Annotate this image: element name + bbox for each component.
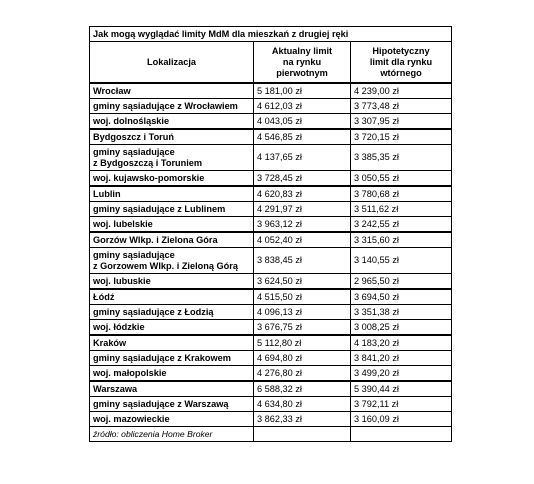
hypothetical-limit-cell: 2 965,50 zł [351,274,452,290]
table-row [90,366,452,382]
limits-table [89,26,452,442]
location-cell [90,83,254,99]
current-limit-cell: 4 612,03 zł [254,99,351,114]
location-text: Bydgoszcz i Toruń [93,131,174,142]
current-limit-cell: 3 728,45 zł [254,171,351,187]
header-current-limit [254,42,351,84]
header-location: Lokalizacja [90,42,254,84]
location-cell [90,335,254,351]
location-cell [90,186,254,202]
location-text: Gorzów Wlkp. i Zielona Góra [93,234,218,245]
current-limit-cell: 4 694,80 zł [254,351,351,366]
location-cell [90,366,254,382]
table-row [90,305,452,320]
source-row [90,427,452,442]
table-row [90,320,452,336]
hypothetical-limit-cell: 3 008,25 zł [351,320,452,336]
current-limit-cell: 3 862,33 zł [254,412,351,427]
hypothetical-limit-cell: 3 315,60 zł [351,232,452,248]
table-row [90,381,452,397]
hypothetical-limit-cell: 3 160,09 zł [351,412,452,427]
source-empty-cell [254,427,351,442]
hypothetical-limit-cell: 3 307,95 zł [351,114,452,130]
table-row [90,335,452,351]
table-row [90,171,452,187]
location-cell [90,171,254,187]
location-text: gminy sąsiadujące [93,249,175,260]
current-limit-cell: 5 181,00 zł [254,83,351,99]
location-text: woj. kujawsko-pomorskie [93,172,205,183]
table-row [90,232,452,248]
header-hypothetical-line: Hipotetyczny [372,45,430,56]
location-text: woj. lubuskie [93,275,151,286]
current-limit-cell: 3 963,12 zł [254,217,351,233]
title-row [90,27,452,42]
location-text: woj. lubelskie [93,218,153,229]
current-limit-cell: 3 624,50 zł [254,274,351,290]
hypothetical-limit-cell: 3 694,50 zł [351,289,452,305]
location-text: gminy sąsiadujące z Krakowem [93,352,231,363]
location-text: Lublin [93,188,121,199]
hypothetical-limit-cell: 3 499,20 zł [351,366,452,382]
table-row [90,397,452,412]
table-title: Jak mogą wyglądać limity MdM dla mieszkań z drugiej ręki [90,27,452,42]
header-hypothetical-line: limit dla rynku [369,56,433,67]
table-row [90,289,452,305]
location-text: Wrocław [93,85,131,96]
location-cell [90,381,254,397]
header-current-line: Aktualny limit [271,45,333,56]
source-note: źródło: obliczenia Home Broker [90,427,254,442]
location-cell [90,351,254,366]
location-text: woj. mazowieckie [93,413,170,424]
location-cell [90,274,254,290]
location-cell [90,145,254,171]
location-text: gminy sąsiadujące z Wrocławiem [93,100,238,111]
hypothetical-limit-cell: 3 351,38 zł [351,305,452,320]
hypothetical-limit-cell: 3 841,20 zł [351,351,452,366]
current-limit-cell: 4 276,80 zł [254,366,351,382]
current-limit-cell: 3 676,75 zł [254,320,351,336]
hypothetical-limit-cell: 3 773,48 zł [351,99,452,114]
hypothetical-limit-cell: 3 242,55 zł [351,217,452,233]
current-limit-cell: 6 588,32 zł [254,381,351,397]
location-cell [90,202,254,217]
location-text: Kraków [93,337,127,348]
table-row [90,202,452,217]
hypothetical-limit-cell: 4 239,00 zł [351,83,452,99]
current-limit-cell: 4 634,80 zł [254,397,351,412]
current-limit-cell: 4 620,83 zł [254,186,351,202]
hypothetical-limit-cell: 4 183,20 zł [351,335,452,351]
location-cell [90,397,254,412]
table-row [90,99,452,114]
hypothetical-limit-cell: 3 792,11 zł [351,397,452,412]
current-limit-cell: 5 112,80 zł [254,335,351,351]
location-cell [90,129,254,145]
table-row [90,83,452,99]
location-text: Łódź [93,291,115,302]
header-current-line: na rynku [282,56,322,67]
hypothetical-limit-cell: 3 050,55 zł [351,171,452,187]
table-row [90,248,452,274]
header-row [90,42,452,84]
hypothetical-limit-cell: 3 720,15 zł [351,129,452,145]
location-text: woj. dolnośląskie [93,115,170,126]
location-text: Warszawa [93,383,138,394]
location-cell [90,114,254,130]
header-hypothetical-limit [351,42,452,84]
location-text: woj. łódzkie [93,321,145,332]
header-hypothetical-line: wtórnego [380,67,422,78]
table-row [90,186,452,202]
location-cell [90,305,254,320]
hypothetical-limit-cell: 5 390,44 zł [351,381,452,397]
table-row [90,351,452,366]
table-row [90,114,452,130]
hypothetical-limit-cell: 3 140,55 zł [351,248,452,274]
location-text: woj. małopolskie [93,367,167,378]
current-limit-cell: 4 137,65 zł [254,145,351,171]
location-cell [90,289,254,305]
source-empty-cell [351,427,452,442]
location-text: z Gorzowem Wlkp. i Zieloną Górą [93,260,238,271]
current-limit-cell: 4 096,13 zł [254,305,351,320]
location-text: z Bydgoszczą i Toruniem [93,157,203,168]
location-cell [90,232,254,248]
current-limit-cell: 4 291,97 zł [254,202,351,217]
location-text: gminy sąsiadujące z Lublinem [93,203,226,214]
limits-table-sheet [89,26,451,442]
current-limit-cell: 4 052,40 zł [254,232,351,248]
location-text: gminy sąsiadujące z Łodzią [93,306,214,317]
location-cell [90,320,254,336]
location-text: gminy sąsiadujące [93,146,175,157]
table-row [90,274,452,290]
location-text: gminy sąsiadujące z Warszawą [93,398,229,409]
table-row [90,412,452,427]
current-limit-cell: 3 838,45 zł [254,248,351,274]
table-row [90,217,452,233]
current-limit-cell: 4 546,85 zł [254,129,351,145]
header-current-line: pierwotnym [276,67,328,78]
table-row [90,145,452,171]
current-limit-cell: 4 515,50 zł [254,289,351,305]
location-cell [90,217,254,233]
table-row [90,129,452,145]
hypothetical-limit-cell: 3 385,35 zł [351,145,452,171]
location-cell [90,99,254,114]
hypothetical-limit-cell: 3 511,62 zł [351,202,452,217]
location-cell [90,248,254,274]
hypothetical-limit-cell: 3 780,68 zł [351,186,452,202]
location-cell [90,412,254,427]
current-limit-cell: 4 043,05 zł [254,114,351,130]
